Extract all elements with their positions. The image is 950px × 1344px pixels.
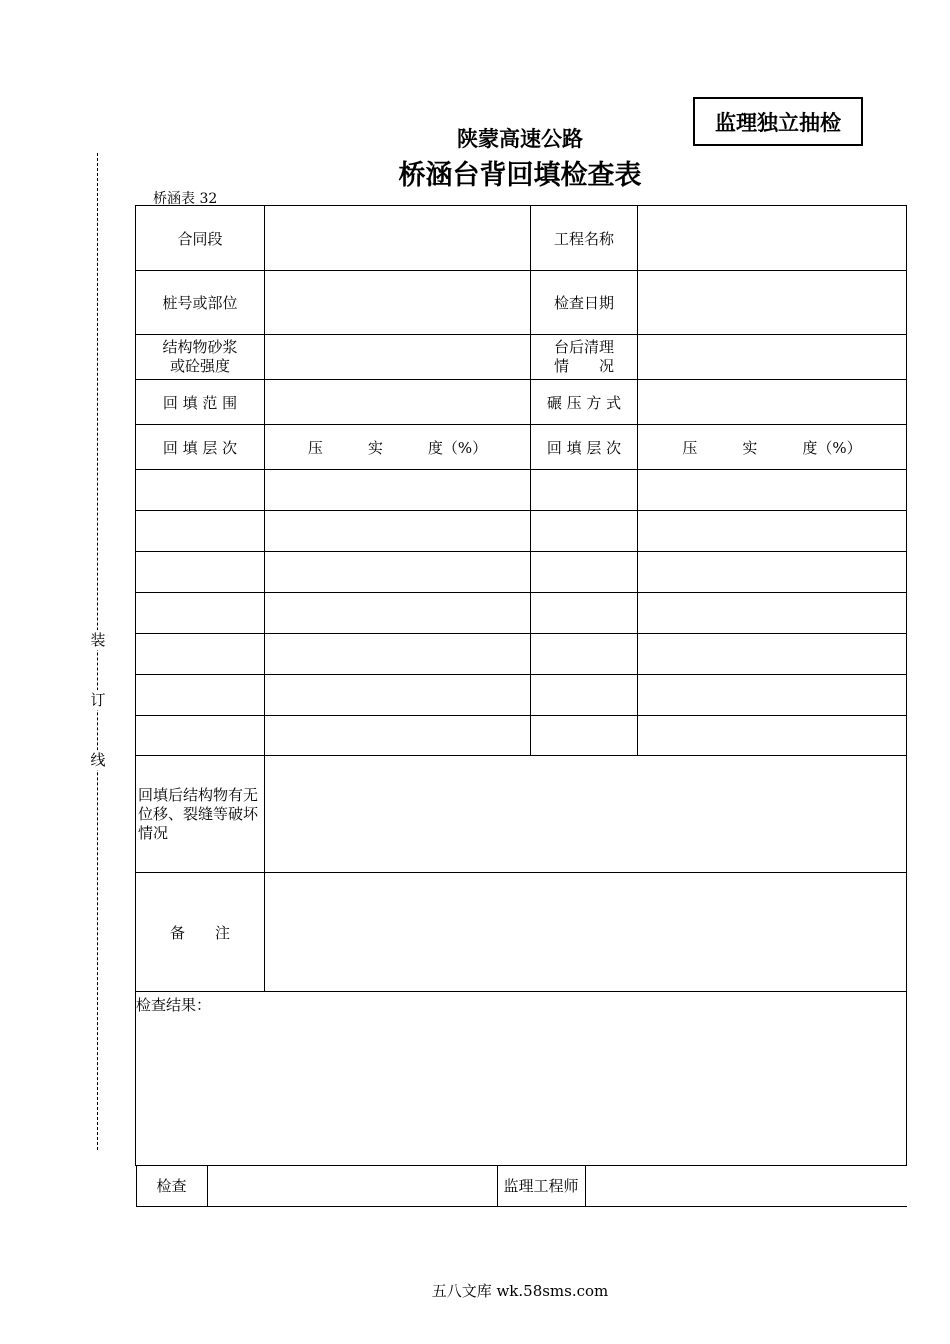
header-compaction-left: 压 实 度（%） [265,425,531,470]
value-contract-section[interactable] [265,206,531,271]
label-displacement [136,756,265,873]
label-supervisor: 监理工程师 [497,1166,585,1206]
label-inspector: 检查 [136,1166,207,1206]
signature-table [136,1166,907,1207]
compaction-cell[interactable] [638,470,907,511]
layer-cell[interactable] [531,552,638,593]
label-remarks: 备 注 [136,873,265,992]
table-row [136,470,907,511]
inspection-table [135,205,907,1207]
label-strength [136,335,265,380]
table-row [136,634,907,675]
compaction-cell[interactable] [638,511,907,552]
value-project-name[interactable] [638,206,907,271]
label-inspection-result: 检查结果： [136,996,212,1014]
value-inspection-date[interactable] [638,271,907,335]
compaction-cell[interactable] [638,634,907,675]
compaction-cell[interactable] [265,634,531,675]
page-title-highway: 陕蒙高速公路 [457,127,583,151]
form-number: 桥涵表 32 [153,191,218,207]
value-supervisor[interactable] [585,1166,907,1206]
page-title-form: 桥涵台背回填检查表 [398,160,642,191]
layer-cell[interactable] [136,634,265,675]
value-inspector[interactable] [207,1166,497,1206]
compaction-cell[interactable] [638,716,907,756]
label-inspection-date: 检查日期 [531,271,638,335]
compaction-cell[interactable] [265,593,531,634]
table-row [136,593,907,634]
layer-cell[interactable] [136,593,265,634]
value-compaction-method[interactable] [638,380,907,425]
label-displacement-text: 回填后结构物有无位移、裂缝等破坏情况 [138,785,259,842]
layer-cell[interactable] [531,470,638,511]
header-layer-left: 回 填 层 次 [136,425,265,470]
compaction-cell[interactable] [638,675,907,716]
layer-cell[interactable] [531,511,638,552]
header-compaction-right: 压 实 度（%） [638,425,907,470]
layer-cell[interactable] [136,675,265,716]
compaction-cell[interactable] [265,552,531,593]
label-project-name: 工程名称 [531,206,638,271]
layer-cell[interactable] [531,593,638,634]
binding-char-2: 订 [90,691,106,709]
signature-row [136,1166,907,1207]
compaction-cell[interactable] [265,470,531,511]
compaction-cell[interactable] [265,716,531,756]
table-row [136,716,907,756]
label-cleanup [531,335,638,380]
label-station: 桩号或部位 [136,271,265,335]
label-contract-section: 合同段 [136,206,265,271]
compaction-cell[interactable] [265,675,531,716]
value-cleanup[interactable] [638,335,907,380]
compaction-cell[interactable] [638,593,907,634]
table-row [136,511,907,552]
value-displacement[interactable] [265,756,907,873]
value-backfill-range[interactable] [265,380,531,425]
binding-dashed-line [97,153,98,1150]
compaction-cell[interactable] [638,552,907,593]
binding-char-3: 线 [90,751,106,769]
table-row [136,675,907,716]
layer-cell[interactable] [531,634,638,675]
layer-cell[interactable] [136,552,265,593]
value-remarks[interactable] [265,873,907,992]
header-layer-right: 回 填 层 次 [531,425,638,470]
compaction-cell[interactable] [265,511,531,552]
table-row [136,552,907,593]
layer-cell[interactable] [136,511,265,552]
layer-cell[interactable] [136,470,265,511]
label-strength-line1: 结构物砂浆 [162,338,238,356]
supervision-stamp: 监理独立抽检 [693,97,863,146]
label-compaction-method: 碾 压 方 式 [531,380,638,425]
layer-cell[interactable] [531,675,638,716]
layer-cell[interactable] [136,716,265,756]
inspection-result-cell[interactable] [136,992,907,1166]
footer-watermark: 五八文库 wk.58sms.com [431,1282,609,1300]
label-backfill-range: 回 填 范 围 [136,380,265,425]
label-cleanup-line1: 台后清理 [553,338,614,356]
binding-char-1: 装 [90,631,106,649]
label-cleanup-line2: 情 况 [553,357,614,375]
label-strength-line2: 或砼强度 [169,357,230,375]
layer-cell[interactable] [531,716,638,756]
value-station[interactable] [265,271,531,335]
value-strength[interactable] [265,335,531,380]
